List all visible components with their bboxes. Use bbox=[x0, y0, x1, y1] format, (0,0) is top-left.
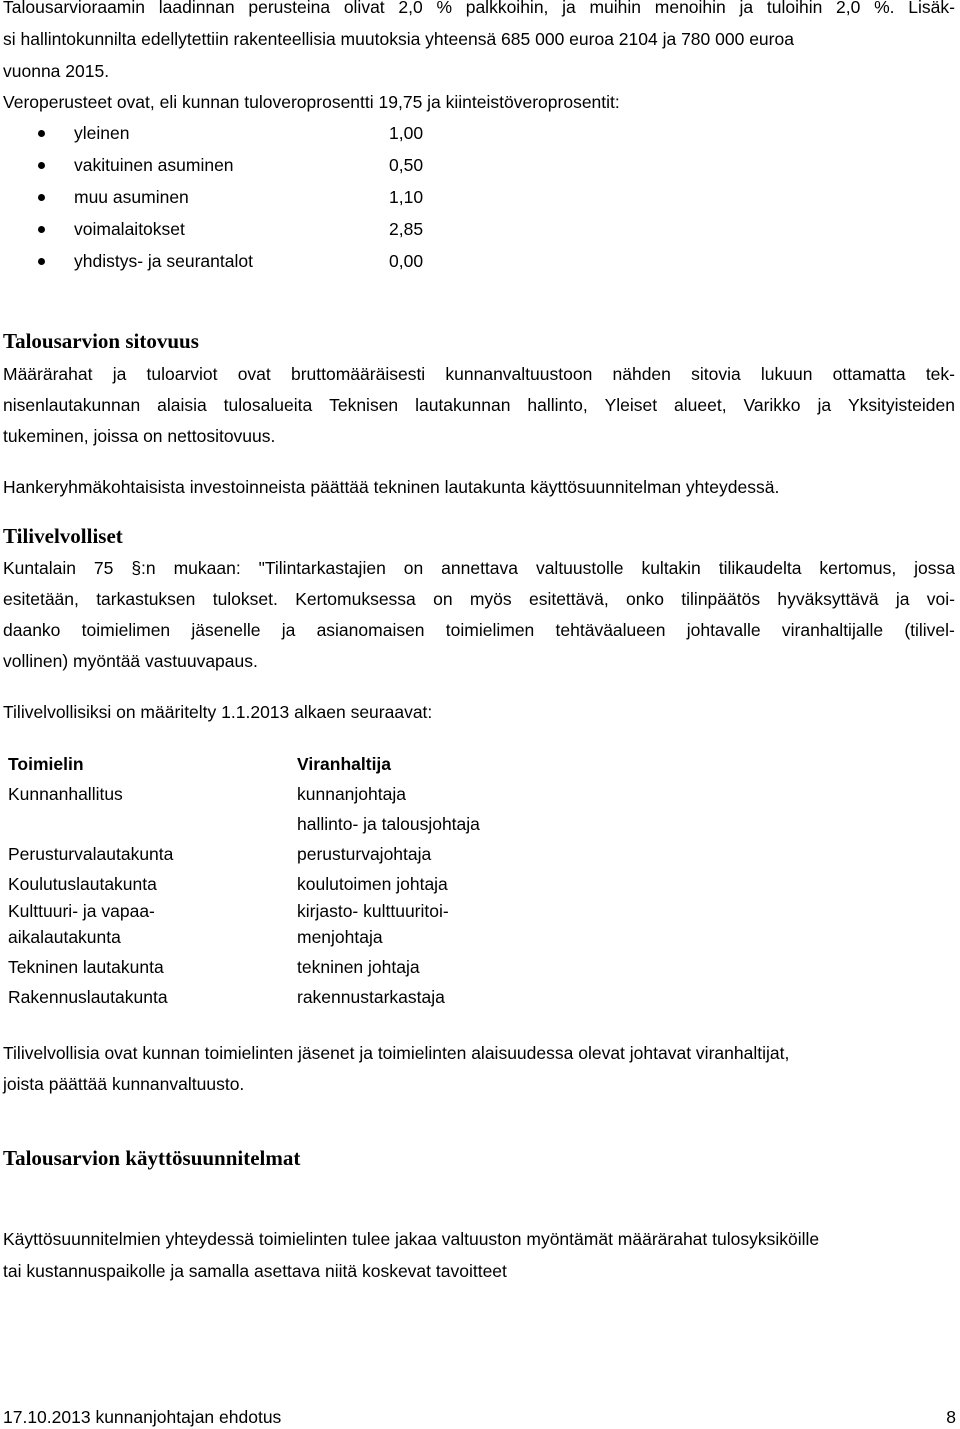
accountable-line-3-text: daanko toimielimen jäsenelle ja asianomaisen toimielimen tehtäväalueen johtavalle viranhaltijalle (tilivel- bbox=[3, 620, 955, 640]
accountable-line-2-text: esitetään, tarkastuksen tulokset. Kertomuksessa on myös esitettävä, onko tilinpäätös hyväksyttävä ja voi- bbox=[3, 589, 955, 609]
accountable-defined: Tilivelvollisiksi on määritelty 1.1.2013 alkaen seuraavat: bbox=[3, 702, 433, 722]
footer-date: 17.10.2013 kunnanjohtajan ehdotus bbox=[3, 1407, 282, 1427]
binding-line-3: tukeminen, joissa on nettositovuus. bbox=[3, 426, 276, 446]
table-cell-body: Kulttuuri- ja vapaa- bbox=[8, 901, 155, 921]
table-cell-body: Kunnanhallitus bbox=[8, 784, 123, 804]
table-cell-body: Perusturvalautakunta bbox=[8, 844, 174, 864]
tax-rate-value: 1,00 bbox=[389, 123, 424, 143]
investments-paragraph: Hankeryhmäkohtaisista investoinneista päättää tekninen lautakunta käyttösuunnitelman yhteydessä. bbox=[3, 477, 780, 497]
table-cell-body: Rakennuslautakunta bbox=[8, 987, 168, 1007]
page-number: 8 bbox=[946, 1407, 956, 1427]
closing-line-1: Tilivelvollisia ovat kunnan toimielinten jäsenet ja toimielinten alaisuudessa olevat johtavat viranhaltijat, bbox=[3, 1043, 790, 1063]
binding-line-1 bbox=[3, 363, 955, 385]
tax-rate-item bbox=[0, 154, 500, 176]
tax-rate-value: 1,10 bbox=[389, 187, 424, 207]
accountable-line-1 bbox=[3, 557, 955, 579]
tax-rate-label: yhdistys- ja seurantalot bbox=[74, 251, 253, 271]
table-cell-officer: kunnanjohtaja bbox=[297, 784, 406, 804]
intro-line-1 bbox=[3, 0, 955, 18]
bullet-icon bbox=[38, 258, 45, 265]
usage-plans-line-1: Käyttösuunnitelmien yhteydessä toimielinten tulee jakaa valtuuston myöntämät määrärahat tulosyksiköille bbox=[3, 1229, 820, 1249]
closing-line-2: joista päättää kunnanvaltuusto. bbox=[3, 1074, 245, 1094]
tax-rate-item bbox=[0, 250, 500, 272]
bullet-icon bbox=[38, 162, 45, 169]
tax-rate-label: muu asuminen bbox=[74, 187, 189, 207]
accountable-heading: Tilivelvolliset bbox=[3, 524, 123, 548]
tax-rate-value: 0,50 bbox=[389, 155, 424, 175]
intro-line-3: vuonna 2015. bbox=[3, 61, 110, 81]
accountable-line-1-text: Kuntalain 75 §:n mukaan: "Tilintarkastajien on annettava valtuustolle kultakin tilikaudelta kertomus, jossa bbox=[3, 558, 955, 578]
tax-intro: Veroperusteet ovat, eli kunnan tuloveroprosentti 19,75 ja kiinteistöveroprosentit: bbox=[3, 92, 620, 112]
tax-rate-label: voimalaitokset bbox=[74, 219, 185, 239]
binding-line-2 bbox=[3, 394, 955, 416]
table-cell-officer: menjohtaja bbox=[297, 927, 383, 947]
table-header-body: Toimielin bbox=[8, 754, 84, 774]
table-cell-body: aikalautakunta bbox=[8, 927, 121, 947]
usage-plans-heading: Talousarvion käyttösuunnitelmat bbox=[3, 1146, 301, 1170]
tax-rate-label: yleinen bbox=[74, 123, 130, 143]
table-cell-officer: hallinto- ja talousjohtaja bbox=[297, 814, 480, 834]
table-cell-officer: perusturvajohtaja bbox=[297, 844, 432, 864]
binding-line-2-text: nisenlautakunnan alaisia tulosalueita Teknisen lautakunnan hallinto, Yleiset alueet, Varikko ja Yksityisteiden bbox=[3, 395, 955, 415]
tax-rate-item bbox=[0, 186, 500, 208]
table-cell-officer: koulutoimen johtaja bbox=[297, 874, 448, 894]
usage-plans-line-2: tai kustannuspaikolle ja samalla asettava niitä koskevat tavoitteet bbox=[3, 1261, 507, 1281]
tax-rate-item bbox=[0, 122, 500, 144]
table-header-officer: Viranhaltija bbox=[297, 754, 392, 774]
binding-line-1-text: Määrärahat ja tuloarviot ovat bruttomääräisesti kunnanvaltuustoon nähden sitovia lukuun ottamatta tek- bbox=[3, 364, 955, 384]
accountable-line-2 bbox=[3, 588, 955, 610]
accountable-line-4: vollinen) myöntää vastuuvapaus. bbox=[3, 651, 258, 671]
bullet-icon bbox=[38, 130, 45, 137]
tax-rate-value: 2,85 bbox=[389, 219, 424, 239]
intro-line-1-text: Talousarvioraamin laadinnan perusteina olivat 2,0 % palkkoihin, ja muihin menoihin ja tuloihin 2,0 %. Lisäk- bbox=[3, 0, 955, 17]
bullet-icon bbox=[38, 226, 45, 233]
binding-heading: Talousarvion sitovuus bbox=[3, 329, 199, 353]
tax-rate-item bbox=[0, 218, 500, 240]
table-cell-officer: rakennustarkastaja bbox=[297, 987, 445, 1007]
tax-rate-label: vakituinen asuminen bbox=[74, 155, 234, 175]
table-cell-officer: tekninen johtaja bbox=[297, 957, 420, 977]
table-cell-officer: kirjasto- kulttuuritoi- bbox=[297, 901, 449, 921]
table-cell-body: Tekninen lautakunta bbox=[8, 957, 164, 977]
intro-line-2: si hallintokunnilta edellytettiin rakenteellisia muutoksia yhteensä 685 000 euroa 2104 ja 780 000 euroa bbox=[3, 29, 794, 49]
table-cell-body: Koulutuslautakunta bbox=[8, 874, 157, 894]
tax-rate-value: 0,00 bbox=[389, 251, 424, 271]
bullet-icon bbox=[38, 194, 45, 201]
accountable-line-3 bbox=[3, 619, 955, 641]
